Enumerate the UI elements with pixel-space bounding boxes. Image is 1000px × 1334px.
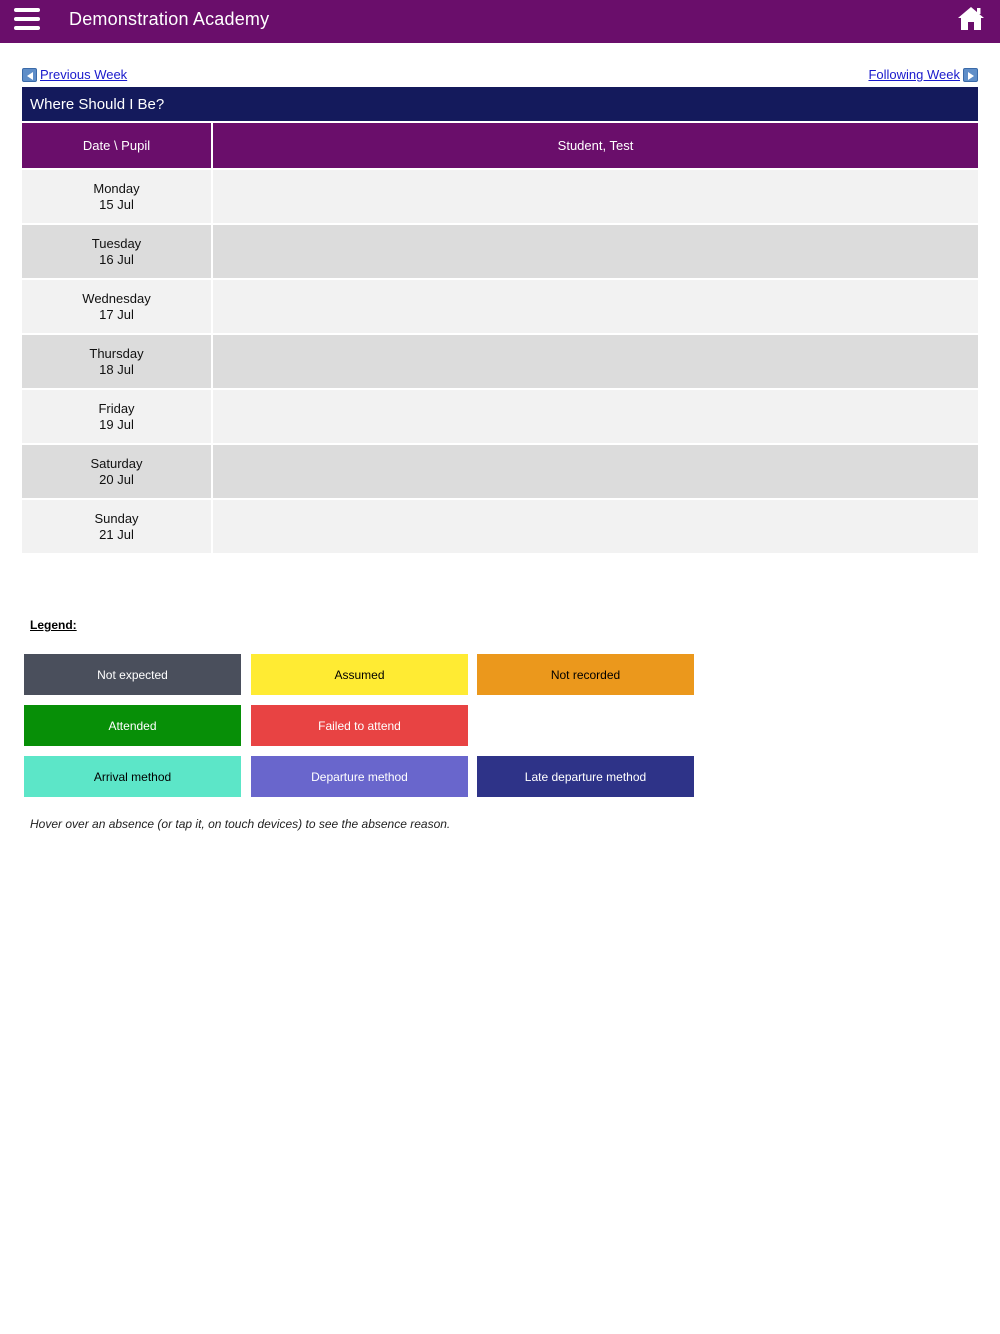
legend-failed-to-attend: Failed to attend — [251, 705, 468, 746]
date-cell — [22, 445, 211, 498]
table-row — [22, 500, 978, 553]
date-label: 17 Jul — [99, 306, 134, 322]
day-label: Sunday — [94, 510, 139, 526]
menu-icon[interactable] — [14, 8, 40, 30]
schedule-cell[interactable] — [213, 500, 978, 553]
column-header-date-pupil: Date \ Pupil — [22, 123, 211, 168]
following-week-label: Following Week — [868, 67, 960, 82]
home-icon[interactable] — [957, 5, 985, 31]
legend-late-departure-method: Late departure method — [477, 756, 694, 797]
day-label: Tuesday — [91, 235, 142, 251]
date-cell — [22, 335, 211, 388]
table-row — [22, 225, 978, 278]
legend-attended: Attended — [24, 705, 241, 746]
legend-not-expected: Not expected — [24, 654, 241, 695]
date-cell — [22, 390, 211, 443]
table-row — [22, 280, 978, 333]
right-arrow-icon — [963, 68, 978, 82]
date-label: 15 Jul — [99, 196, 134, 212]
previous-week-label: Previous Week — [40, 67, 128, 82]
date-label: 20 Jul — [99, 471, 134, 487]
legend-arrival-method: Arrival method — [24, 756, 241, 797]
legend-assumed: Assumed — [251, 654, 468, 695]
date-cell — [22, 225, 211, 278]
panel-title: Where Should I Be? — [22, 87, 978, 121]
date-label: 16 Jul — [99, 251, 134, 267]
date-label: 19 Jul — [99, 416, 134, 432]
schedule-cell[interactable] — [213, 225, 978, 278]
date-cell — [22, 280, 211, 333]
date-cell — [22, 170, 211, 223]
schedule-cell[interactable] — [213, 335, 978, 388]
date-label: 21 Jul — [99, 526, 134, 542]
schedule-table — [22, 123, 978, 553]
legend-note: Hover over an absence (or tap it, on touch devices) to see the absence reason. — [30, 817, 451, 831]
week-navigation — [22, 67, 978, 83]
schedule-cell[interactable] — [213, 170, 978, 223]
table-row — [22, 170, 978, 223]
schedule-cell[interactable] — [213, 280, 978, 333]
day-label: Wednesday — [82, 290, 151, 306]
schedule-cell[interactable] — [213, 445, 978, 498]
date-cell — [22, 500, 211, 553]
column-header-student[interactable]: Student, Test — [213, 123, 978, 168]
day-label: Thursday — [89, 345, 144, 361]
day-label: Friday — [98, 400, 135, 416]
legend-not-recorded: Not recorded — [477, 654, 694, 695]
legend-title: Legend: — [30, 618, 77, 632]
schedule-cell[interactable] — [213, 390, 978, 443]
left-arrow-icon — [22, 68, 37, 82]
day-label: Monday — [93, 180, 140, 196]
table-row — [22, 335, 978, 388]
app-title: Demonstration Academy — [69, 9, 270, 29]
top-bar — [0, 0, 1000, 43]
following-week-link[interactable] — [868, 67, 978, 82]
previous-week-link[interactable] — [22, 67, 127, 82]
table-row — [22, 445, 978, 498]
day-label: Saturday — [90, 455, 143, 471]
date-label: 18 Jul — [99, 361, 134, 377]
table-header-row — [22, 123, 978, 168]
legend-departure-method: Departure method — [251, 756, 468, 797]
table-row — [22, 390, 978, 443]
